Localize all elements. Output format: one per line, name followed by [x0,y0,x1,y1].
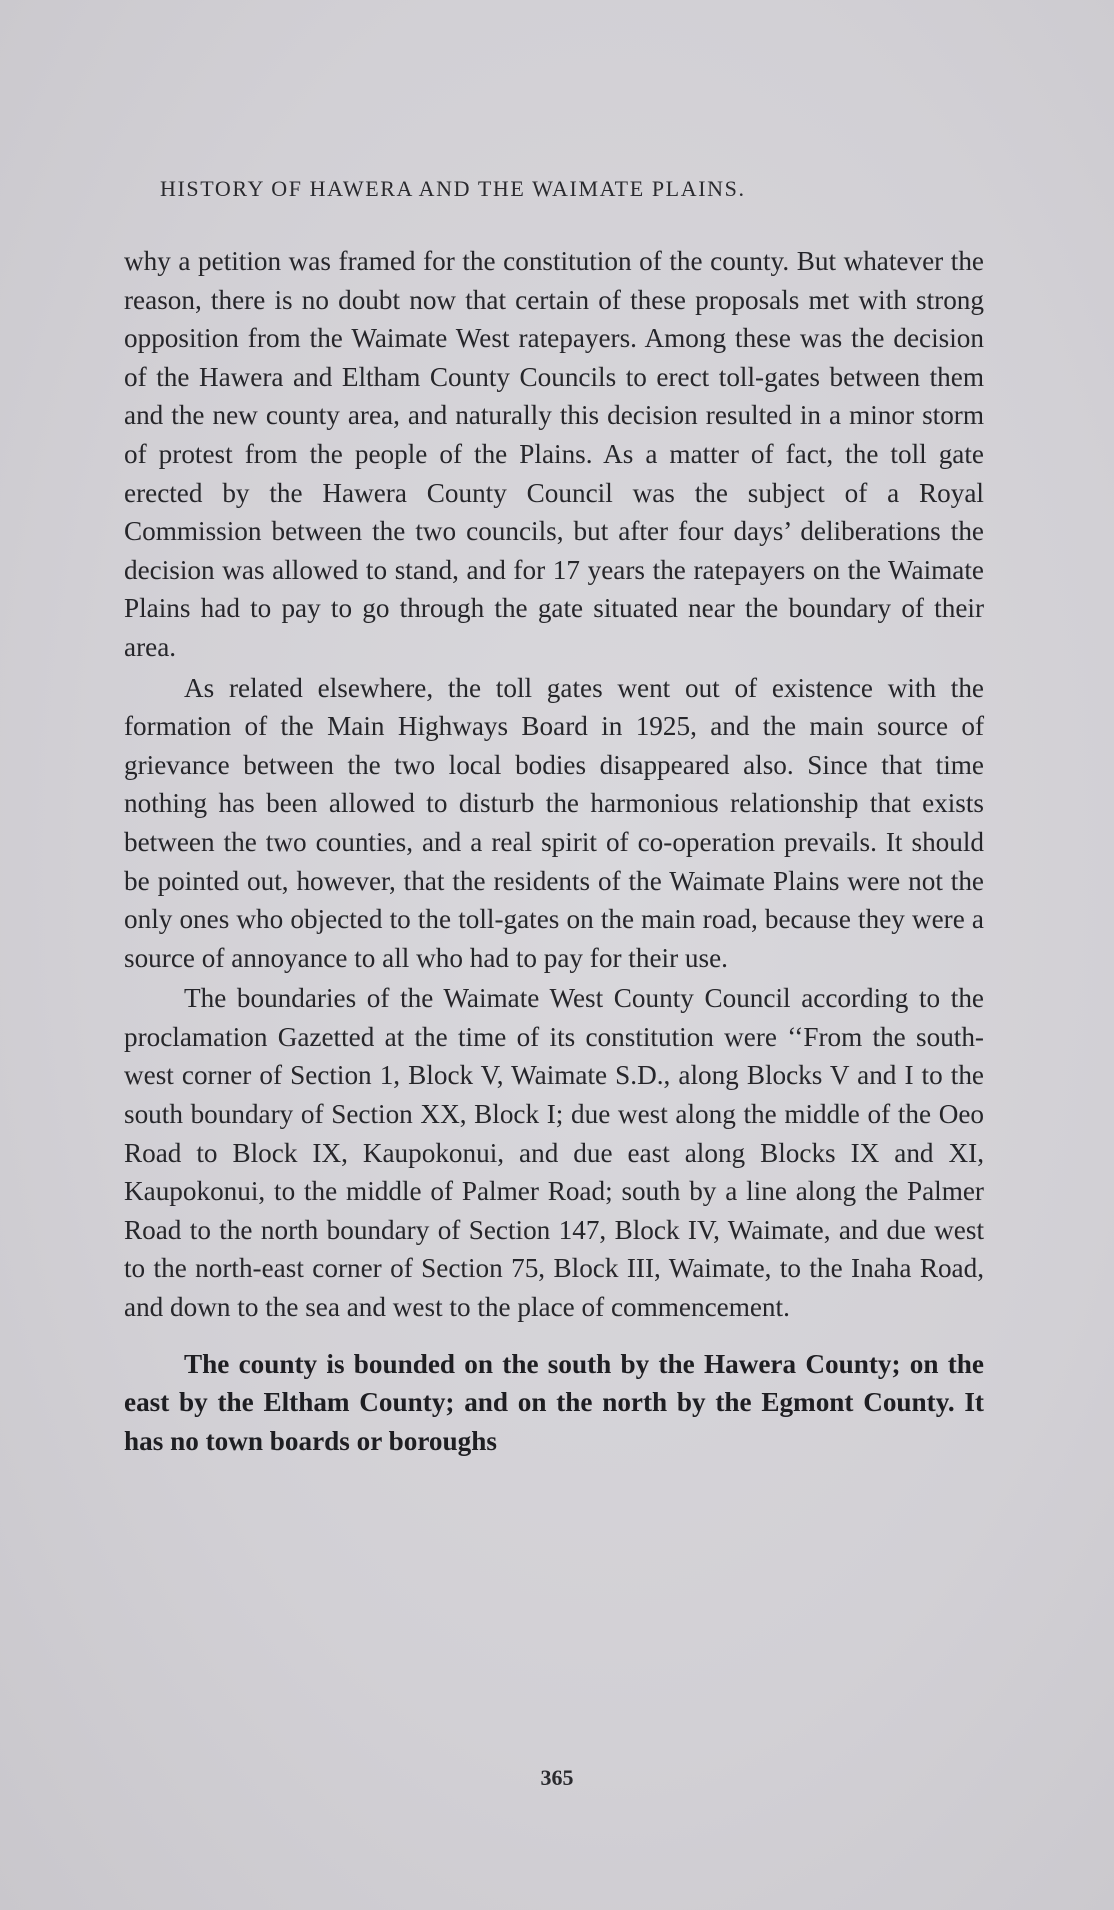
paragraph-boundaries: The boundaries of the Waimate West County Council according to the proclamation Gazetted at the time of its constitution were ‘‘From the south-west corner of Section 1, Block V, Waimate S.D., along Blocks V and I to the south boundary of Section XX, Block I; due west along the middle of the Oeo Road to Block IX, Kaupokonui, and due east along Blocks IX and XI, Kaupokonui, to the middle of Palmer Road; south by a line along the Palmer Road to the north boundary of Section 147, Block IV, Waimate, and due west to the north-east corner of Section 75, Block III, Waimate, to the Inaha Road, and down to the sea and west to the place of commencement. [124,983,984,1323]
page-number: 365 [540,1765,574,1790]
paragraph-toll-gates: As related elsewhere, the toll gates went out of existence with the formation of the Main Highways Board in 1925, and the main source of grievance between the two local bodies disappeared also. Since that time nothing has been allowed to disturb the harmonious relationship that exists between the two counties, and a real spirit of co-operation prevails. It should be pointed out, however, that the residents of the Waimate Plains were not the only ones who objected to the toll-gates on the main road, because they were a source of annoyance to all who had to pay for their use. [124,672,984,973]
body-text [124,242,984,1460]
paragraph-continuation: why a petition was framed for the constitution of the county. But whatever the reason, there is no doubt now that certain of these proposals met with strong opposition from the Waimate West ratepayers. Among these was the decision of the Hawera and Eltham County Councils to erect toll-gates between them and the new county area, and naturally this decision resulted in a minor storm of protest from the people of the Plains. As a matter of fact, the toll gate erected by the Hawera County Council was the subject of a Royal Commission between the two councils, but after four days’ deliberations the decision was allowed to stand, and for 17 years the ratepayers on the Waimate Plains had to pay to go through the gate situated near the boundary of their area. [124,246,984,662]
paragraph-county-bounded: The county is bounded on the south by the Hawera County; on the east by the Eltham County; and on the north by the Egmont County. It has no town boards or boroughs [124,1348,984,1456]
running-head: HISTORY OF HAWERA AND THE WAIMATE PLAINS. [160,176,746,201]
